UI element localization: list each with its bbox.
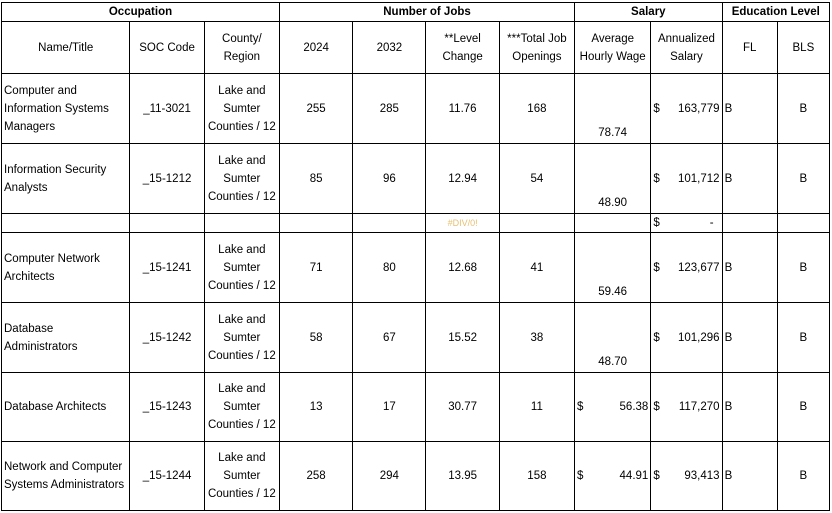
- cell-bls: B: [777, 442, 829, 511]
- table-row: [2, 373, 830, 442]
- cell-change-error: #DIV/0!: [426, 214, 499, 233]
- hourly-value: 56.38: [619, 401, 649, 413]
- cell-hourly: 59.46: [575, 233, 651, 303]
- cell-soc: _15-1243: [130, 373, 204, 442]
- cell-bls: B: [777, 233, 829, 303]
- cell-2032: 96: [353, 144, 426, 214]
- cell-empty: [204, 214, 279, 233]
- cell-bls: B: [777, 144, 829, 214]
- blank-row: [2, 214, 830, 233]
- cell-2024: 71: [279, 233, 352, 303]
- group-header-row: [2, 3, 830, 22]
- cell-fl: B: [722, 144, 777, 214]
- cell-annual: [651, 233, 722, 303]
- cell-2024: 255: [279, 74, 352, 144]
- cell-soc: _15-1242: [130, 303, 204, 373]
- annual-value: 101,296: [677, 331, 720, 344]
- cell-bls: B: [777, 373, 829, 442]
- cell-annual: [651, 442, 722, 511]
- cell-name: Information Security Analysts: [2, 144, 130, 214]
- currency-symbol: $: [653, 102, 660, 115]
- currency-symbol: $: [653, 470, 660, 482]
- col-fl: FL: [722, 22, 777, 74]
- cell-soc: _11-3021: [130, 74, 204, 144]
- cell-bls: B: [777, 74, 829, 144]
- group-education: Education Level: [722, 3, 829, 22]
- group-salary: Salary: [575, 3, 723, 22]
- cell-name: Network and Computer Systems Administrators: [2, 442, 130, 511]
- table-row: [2, 303, 830, 373]
- annual-value: 93,413: [684, 470, 720, 482]
- cell-hourly: [575, 442, 651, 511]
- cell-openings: 168: [499, 74, 574, 144]
- cell-change: 30.77: [426, 373, 499, 442]
- annual-value: -: [709, 217, 714, 229]
- currency-symbol: $: [653, 331, 660, 344]
- annual-value: 117,270: [678, 401, 720, 413]
- cell-county: Lake and Sumter Counties / 12: [204, 233, 279, 303]
- cell-soc: _15-1244: [130, 442, 204, 511]
- column-header-row: [2, 22, 830, 74]
- cell-soc: _15-1212: [130, 144, 204, 214]
- cell-fl: B: [722, 303, 777, 373]
- currency-symbol: $: [653, 401, 660, 413]
- cell-name: Database Administrators: [2, 303, 130, 373]
- cell-2024: 85: [279, 144, 352, 214]
- col-soc: SOC Code: [130, 22, 204, 74]
- cell-annual: [651, 373, 722, 442]
- cell-2032: 285: [353, 74, 426, 144]
- hourly-value: 44.91: [619, 470, 649, 482]
- cell-empty: [722, 214, 777, 233]
- cell-openings: 158: [499, 442, 574, 511]
- cell-fl: B: [722, 442, 777, 511]
- col-name: Name/Title: [2, 22, 130, 74]
- cell-county: Lake and Sumter Counties / 12: [204, 74, 279, 144]
- currency-symbol: $: [653, 261, 660, 274]
- cell-2032: 17: [353, 373, 426, 442]
- cell-name: Database Architects: [2, 373, 130, 442]
- currency-symbol: $: [653, 172, 660, 185]
- cell-county: Lake and Sumter Counties / 12: [204, 442, 279, 511]
- cell-openings: 54: [499, 144, 574, 214]
- table-row: [2, 74, 830, 144]
- cell-soc: _15-1241: [130, 233, 204, 303]
- cell-2024: 58: [279, 303, 352, 373]
- group-occupation: Occupation: [2, 3, 280, 22]
- cell-empty: [499, 214, 574, 233]
- cell-hourly: 78.74: [575, 74, 651, 144]
- col-annual: Annualized Salary: [651, 22, 722, 74]
- annual-value: 163,779: [677, 102, 720, 115]
- cell-annual: [651, 144, 722, 214]
- cell-2032: 80: [353, 233, 426, 303]
- cell-empty: [279, 214, 352, 233]
- cell-2032: 294: [353, 442, 426, 511]
- cell-hourly: [575, 373, 651, 442]
- cell-change: 11.76: [426, 74, 499, 144]
- col-level-change: **Level Change: [426, 22, 499, 74]
- cell-change: 15.52: [426, 303, 499, 373]
- currency-symbol: $: [653, 217, 660, 229]
- cell-county: Lake and Sumter Counties / 12: [204, 303, 279, 373]
- table-row: [2, 442, 830, 511]
- cell-annual: [651, 214, 722, 233]
- cell-hourly: 48.90: [575, 144, 651, 214]
- col-county: County/ Region: [204, 22, 279, 74]
- occupation-table: [1, 2, 830, 511]
- group-jobs: Number of Jobs: [279, 3, 574, 22]
- cell-2032: 67: [353, 303, 426, 373]
- col-openings: ***Total Job Openings: [499, 22, 574, 74]
- table-row: [2, 233, 830, 303]
- cell-name: Computer Network Architects: [2, 233, 130, 303]
- cell-fl: B: [722, 233, 777, 303]
- cell-openings: 41: [499, 233, 574, 303]
- cell-hourly: 48.70: [575, 303, 651, 373]
- cell-empty: [353, 214, 426, 233]
- cell-empty: [2, 214, 130, 233]
- cell-name: Computer and Information Systems Managers: [2, 74, 130, 144]
- cell-empty: [130, 214, 204, 233]
- cell-2024: 258: [279, 442, 352, 511]
- cell-change: 13.95: [426, 442, 499, 511]
- cell-annual: [651, 303, 722, 373]
- col-2032: 2032: [353, 22, 426, 74]
- cell-change: 12.94: [426, 144, 499, 214]
- annual-value: 101,712: [677, 172, 720, 185]
- cell-county: Lake and Sumter Counties / 12: [204, 144, 279, 214]
- cell-empty: [777, 214, 829, 233]
- col-hourly: Average Hourly Wage: [575, 22, 651, 74]
- col-2024: 2024: [279, 22, 352, 74]
- cell-fl: B: [722, 74, 777, 144]
- table-row: [2, 144, 830, 214]
- cell-fl: B: [722, 373, 777, 442]
- annual-value: 123,677: [677, 261, 720, 274]
- col-bls: BLS: [777, 22, 829, 74]
- cell-2024: 13: [279, 373, 352, 442]
- cell-annual: [651, 74, 722, 144]
- cell-empty: [575, 214, 651, 233]
- cell-county: Lake and Sumter Counties / 12: [204, 373, 279, 442]
- currency-symbol: $: [577, 470, 584, 482]
- cell-change: 12.68: [426, 233, 499, 303]
- cell-bls: B: [777, 303, 829, 373]
- cell-openings: 38: [499, 303, 574, 373]
- cell-openings: 11: [499, 373, 574, 442]
- currency-symbol: $: [577, 401, 584, 413]
